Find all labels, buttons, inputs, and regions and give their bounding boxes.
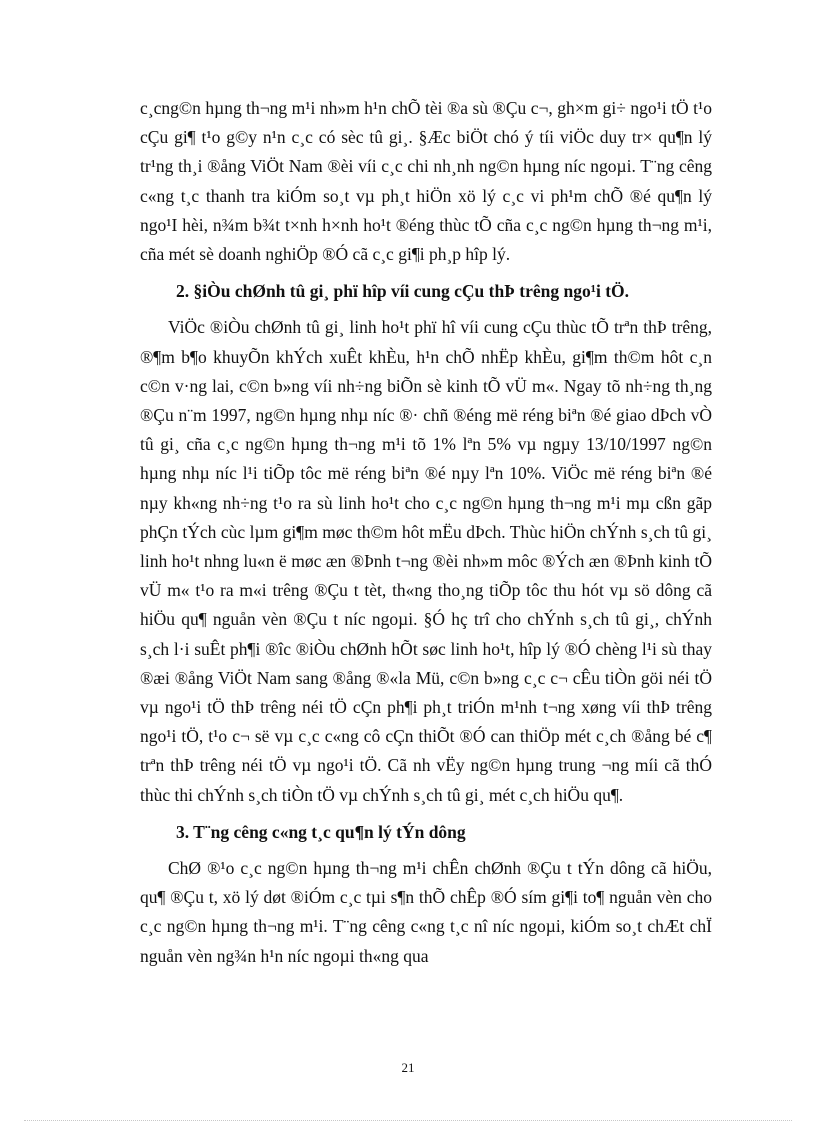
section-heading-3: 3. T¨ng cêng c«ng t¸c qu¶n lý tÝn dông <box>176 821 466 842</box>
paragraph-3: ChØ ®¹o c¸c ng©n hµng th¬ng m¹i chÊn chØnh ®Çu t tÝn dông cã hiÖu, qu¶ ®Çu t, xö lý døt ®iÓm c¸c tµi s¶n thÕ chÊp ®Ó sím gi¶i to¶ nguån vèn cho c¸c ng©n hµng th¬ng m¹i. T¨ng cêng c«ng t¸c nî níc ngoµi, kiÓm so¸t chÆt chÏ nguån vèn ng¾n h¹n níc ngoµi th«ng qua <box>140 858 712 966</box>
paragraph-2: ViÖc ®iÒu chØnh tû gi¸ linh ho¹t phï hî víi cung cÇu thùc tÕ trªn thÞ trêng, ®¶m b¶o khuyÕn khÝch xuÊt khÈu, h¹n chÕ nhËp khÈu, gi¶m th©m hôt c¸n c©n v·ng lai, c©n b»ng víi nh÷ng biÕn sè kinh tÕ vÜ m«. Ngay tõ nh÷ng th¸ng ®Çu n¨m 1997, ng©n hµng nhµ níc ®· chñ ®éng më réng biªn ®é giao dÞch vÒ tû gi¸ cña c¸c ng©n hµng th¬ng m¹i tõ 1% lªn 5% vµ ngµy 13/10/1997 ng©n hµng nhµ níc l¹i tiÕp tôc më réng biªn ®é nµy lªn 10%. ViÖc më réng biªn ®é nµy kh«ng nh÷ng t¹o ra sù linh ho¹t cho c¸c ng©n hµng th¬ng m¹i mµ cßn gãp phÇn tÝch cùc lµm gi¶m møc th©m hôt mËu dÞch. Thùc hiÖn chÝnh s¸ch tû gi¸ linh ho¹t nhng lu«n ë møc æn ®Þnh t¬ng ®èi nh»m môc ®Ých æn ®Þnh kinh tÕ vÜ m« t¹o ra m«i trêng ®Çu t tèt, th«ng tho¸ng tiÕp tôc thu hót vµ sö dông cã hiÖu qu¶ nguån vèn ®Çu t níc ngoµi. §Ó hç trî cho chÝnh s¸ch tû gi¸, chÝnh s¸ch l·i suÊt ph¶i ®îc ®iÒu chØnh hÕt søc linh ho¹t, hîp lý ®Ó chèng l¹i sù thay ®æi ®ång ViÖt Nam sang ®ång ®«la Mü, c©n b»ng c¸c c¬ cÊu tiÒn göi néi tÖ vµ ngo¹i tÖ thÞ trêng néi tÖ cÇn ph¶i ph¸t triÓn m¹nh t¬ng xøng víi thÞ trêng ngo¹i tÖ, t¹o c¬ së vµ c¸c c«ng cô cÇn thiÕt ®Ó can thiÖp mét c¸ch ®ång bé c¶ trªn thÞ trêng néi tÖ vµ ngo¹i tÖ. Cã nh vËy ng©n hµng trung ¬ng míi cã thÓ thùc thi chÝnh s¸ch tiÒn tÖ vµ chÝnh s¸ch tû gi¸ mét c¸ch hiÖu qu¶. <box>140 317 712 805</box>
paragraph-1: c¸cng©n hµng th¬ng m¹i nh»m h¹n chÕ tèi ®a sù ®Çu c¬, gh×m gi÷ ngo¹i tÖ t¹o cÇu gi¶ t¹o g©y n¹n c¸c có sèc tû gi¸. §Æc biÖt chó ý tíi viÖc duy tr× qu¶n lý tr¹ng th¸i ®ång ViÖt Nam ®èi víi c¸c chi nh¸nh ng©n hµng níc ngoµi. T¨ng cêng c«ng t¸c thanh tra kiÓm so¸t vµ ph¸t hiÖn xö lý c¸c vi ph¹m chÕ ®é qu¶n lý ngo¹I hèi, n¾m b¾t t×nh h×nh ho¹t ®éng thùc tÕ cña c¸c ng©n hµng th¬ng m¹i, cña mét sè doanh nghiÖp ®Ó cã c¸c gi¶i ph¸p hîp lý. <box>140 98 712 265</box>
page-number: 21 <box>401 1060 415 1075</box>
page-body <box>140 94 712 971</box>
section-heading-2: 2. §iÒu chØnh tû gi¸ phï hîp víi cung cÇu thÞ trêng ngo¹i tÖ. <box>176 281 630 302</box>
page-bottom-divider <box>24 1120 792 1121</box>
